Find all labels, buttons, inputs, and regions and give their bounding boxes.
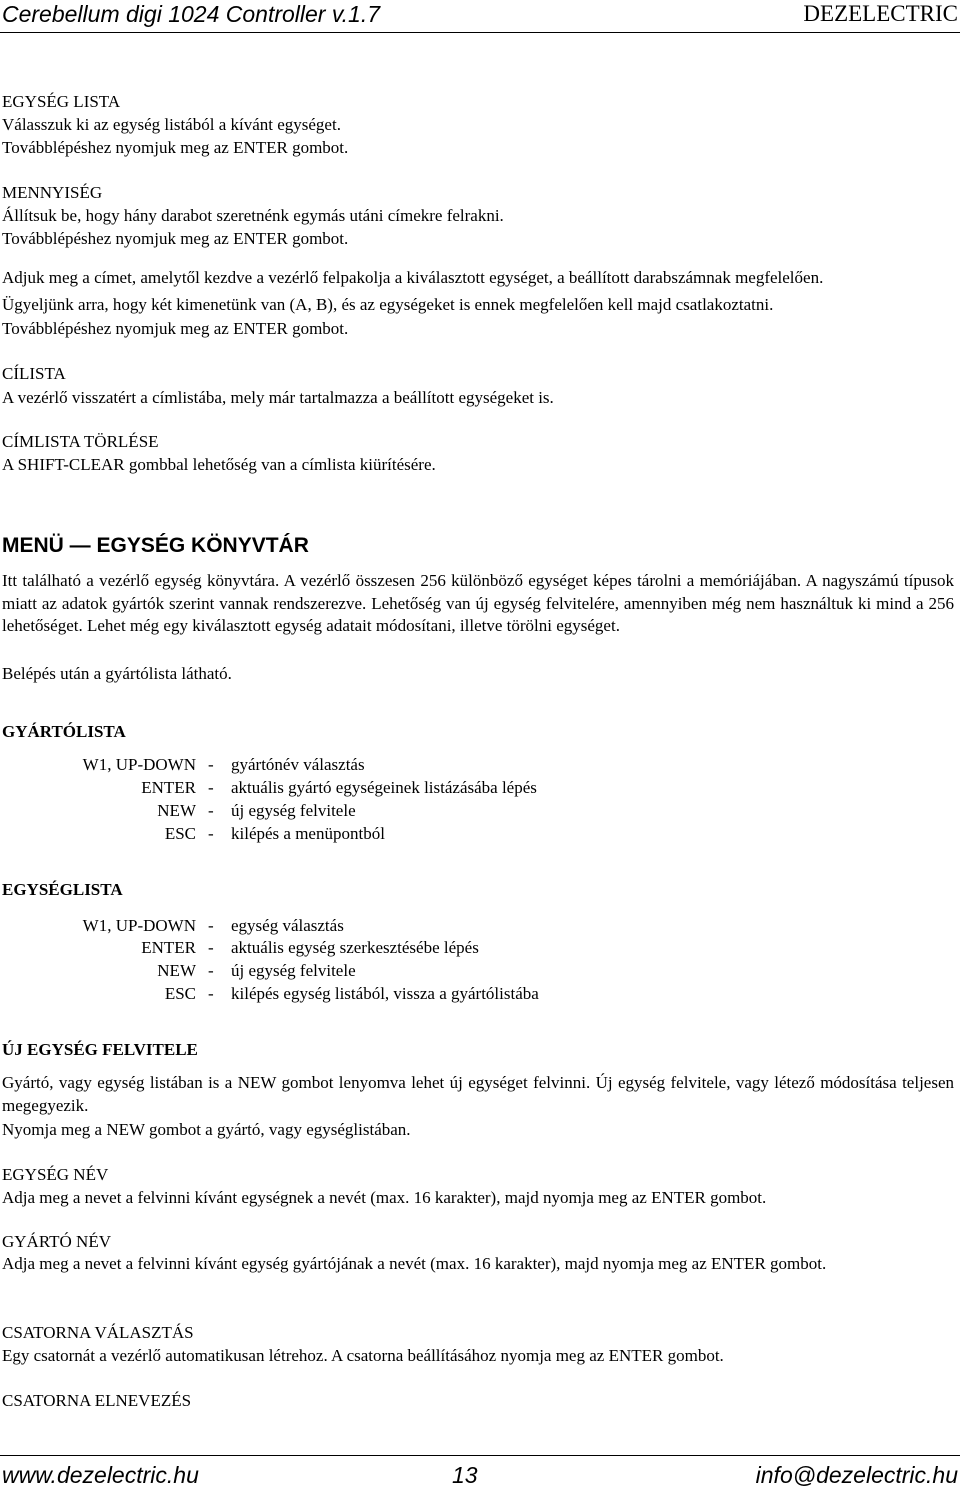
heading-menu-egyseg-konyvtar: MENÜ — EGYSÉG KÖNYVTÁR bbox=[2, 534, 309, 557]
key-description: aktuális egység szerkesztésébe lépés bbox=[231, 938, 479, 957]
paragraph-line: Ügyeljünk arra, hogy két kimenetünk van (A, B), és az egységeket is ennek megfelelően kell majd csatlakoztatni. bbox=[2, 295, 774, 314]
paragraph-line: Továbblépéshez nyomjuk meg az ENTER gombot. bbox=[2, 138, 349, 157]
key-description: gyártónév választás bbox=[231, 755, 365, 774]
key-dash: - bbox=[208, 916, 214, 935]
paragraph-line: Egy csatornát a vezérlő automatikusan létrehoz. A csatorna beállításához nyomja meg az ENTER gombot. bbox=[2, 1346, 724, 1365]
section-title-cilista: CÍLISTA bbox=[2, 364, 66, 383]
header-title: Cerebellum digi 1024 Controller v.1.7 bbox=[2, 1, 380, 27]
paragraph-gyarto-nev: Adja meg a nevet a felvinni kívánt egység gyártójának a nevét (max. 16 karakter), majd nyomja meg az ENTER gombot. bbox=[2, 1254, 827, 1273]
paragraph-menu: Itt található a vezérlő egység könyvtára. A vezérlő összesen 256 különböző egységet képes tárolni a memóriájában. A nagyszámú típusok miatt az adatok gyártók szerint vannak rendszerezve. Lehetőség van új egység felvitelére, amennyiben még nem használtuk ki mind a 256 lehetőséget. Lehet még egy kiválasztott egység adatait módosítani, illetve törölni egységet. bbox=[2, 571, 954, 635]
key-name: W1, UP-DOWN bbox=[82, 755, 196, 774]
heading-gyartolista: GYÁRTÓLISTA bbox=[2, 722, 126, 741]
paragraph-line: Adja meg a nevet a felvinni kívánt egységnek a nevét (max. 16 karakter), majd nyomja meg az ENTER gombot. bbox=[2, 1188, 767, 1207]
paragraph-line: Belépés után a gyártólista látható. bbox=[2, 664, 232, 683]
key-dash: - bbox=[208, 961, 214, 980]
key-description: kilépés a menüpontból bbox=[231, 824, 385, 843]
footer-website: www.dezelectric.hu bbox=[2, 1462, 199, 1488]
paragraph-line: A vezérlő visszatért a címlistába, mely már tartalmazza a beállított egységeket is. bbox=[2, 388, 554, 407]
footer-email: info@dezelectric.hu bbox=[755, 1462, 958, 1488]
key-description: új egység felvitele bbox=[231, 961, 356, 980]
key-dash: - bbox=[208, 778, 214, 797]
key-name: ENTER bbox=[141, 778, 196, 797]
key-name: ESC bbox=[164, 984, 196, 1003]
key-description: új egység felvitele bbox=[231, 801, 356, 820]
key-name: NEW bbox=[157, 801, 196, 820]
page-header bbox=[0, 0, 960, 33]
key-description: aktuális gyártó egységeinek listázásába lépés bbox=[231, 778, 537, 797]
key-name: NEW bbox=[157, 961, 196, 980]
section-title-csatorna-elnevezes: CSATORNA ELNEVEZÉS bbox=[2, 1391, 192, 1410]
section-title-egyseg-nev: EGYSÉG NÉV bbox=[2, 1165, 109, 1184]
key-description: kilépés egység listából, vissza a gyártólistába bbox=[231, 984, 539, 1003]
paragraph-uj: Gyártó, vagy egység listában is a NEW gombot lenyomva lehet új egységet felvinni. Új egység felvitele, vagy létező módosítása teljesen megegyezik. bbox=[2, 1073, 954, 1115]
key-description: egység választás bbox=[231, 916, 344, 935]
key-dash: - bbox=[208, 755, 214, 774]
page-number: 13 bbox=[452, 1462, 478, 1488]
paragraph-line: Adjuk meg a címet, amelytől kezdve a vezérlő felpakolja a kiválasztott egységet, a beállított darabszámnak megfelelően. bbox=[2, 268, 824, 287]
page-footer bbox=[0, 1455, 960, 1490]
section-title-gyarto-nev: GYÁRTÓ NÉV bbox=[2, 1232, 111, 1251]
paragraph-line: Állítsuk be, hogy hány darabot szeretnénk egymás utáni címekre felrakni. bbox=[2, 206, 504, 225]
paragraph-line: Továbblépéshez nyomjuk meg az ENTER gombot. bbox=[2, 229, 349, 248]
key-dash: - bbox=[208, 824, 214, 843]
heading-uj-egyseg-felvitele: ÚJ EGYSÉG FELVITELE bbox=[2, 1040, 198, 1059]
paragraph-line: A SHIFT-CLEAR gombbal lehetőség van a címlista kiürítésére. bbox=[2, 455, 436, 474]
section-title-csatorna-valasztas: CSATORNA VÁLASZTÁS bbox=[2, 1323, 194, 1342]
key-name: ENTER bbox=[141, 938, 196, 957]
paragraph-line: Nyomja meg a NEW gombot a gyártó, vagy egységlistában. bbox=[2, 1120, 411, 1139]
key-dash: - bbox=[208, 801, 214, 820]
section-title-mennyiseg: MENNYISÉG bbox=[2, 183, 103, 202]
section-title-egyseg-lista: EGYSÉG LISTA bbox=[2, 92, 121, 111]
paragraph-line: Továbblépéshez nyomjuk meg az ENTER gombot. bbox=[2, 319, 349, 338]
key-dash: - bbox=[208, 984, 214, 1003]
key-name: W1, UP-DOWN bbox=[82, 916, 196, 935]
paragraph-line: Válasszuk ki az egység listából a kívánt egységet. bbox=[2, 115, 341, 134]
key-dash: - bbox=[208, 938, 214, 957]
section-title-cimlista-torlese: CÍMLISTA TÖRLÉSE bbox=[2, 432, 159, 451]
header-brand: DEZELECTRIC bbox=[803, 1, 958, 26]
key-name: ESC bbox=[164, 824, 196, 843]
heading-egyseglista: EGYSÉGLISTA bbox=[2, 880, 123, 899]
